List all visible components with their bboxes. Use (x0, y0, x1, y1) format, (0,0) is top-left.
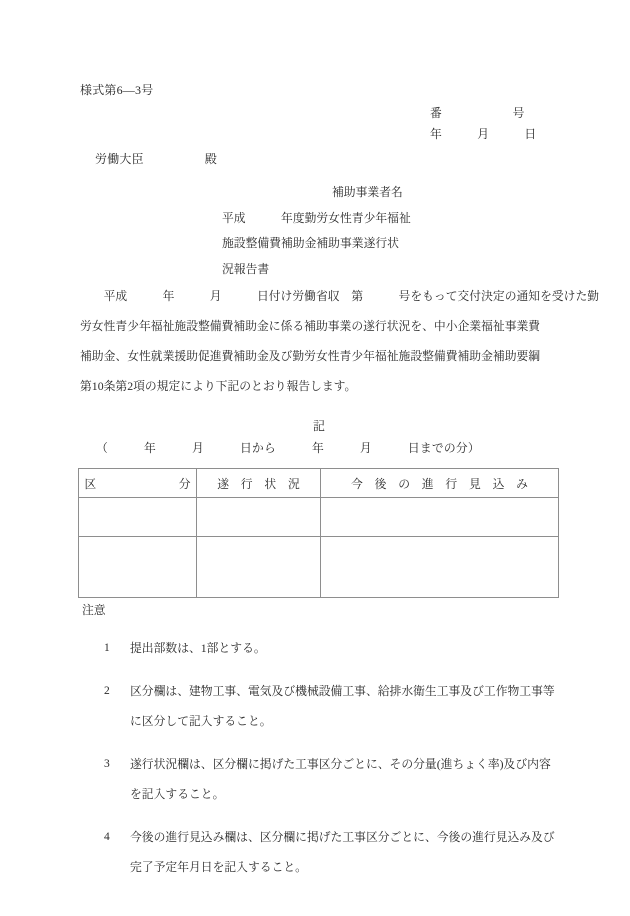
table-row (79, 498, 559, 537)
body-paragraph (80, 281, 600, 401)
note-line: 今後の進行見込み欄は、区分欄に掲げた工事区分ごとに、今後の進行見込み及び (130, 829, 555, 844)
reference-date-line: 年 月 日 (430, 127, 537, 141)
body-line-3: 補助金、女性就業援助促進費補助金及び勤労女性青少年福祉施設整備費補助金補助要綱 (80, 349, 541, 363)
note-body (130, 749, 562, 809)
note-number: 3 (104, 757, 110, 770)
table-row (79, 537, 559, 598)
note-item (82, 633, 562, 663)
note-line: を記入すること。 (130, 786, 225, 801)
table-cell-division[interactable] (79, 498, 197, 537)
reporting-period-line: （ 年 月 日から 年 月 日までの分） (96, 441, 480, 455)
note-item (82, 749, 562, 809)
addressee: 労働大臣 殿 (95, 152, 218, 166)
document-title-line-2: 施設整備費補助金補助事業遂行状 (222, 236, 399, 250)
note-number: 4 (104, 830, 110, 843)
note-body (130, 822, 562, 882)
reference-number-line: 番 号 (430, 106, 525, 120)
body-line-4: 第10条第2項の規定により下記のとおり報告します。 (80, 379, 357, 393)
note-item (82, 822, 562, 882)
note-line: 完了予定年月日を記入すること。 (130, 859, 307, 874)
table-cell-division[interactable] (79, 537, 197, 598)
note-line: に区分して記入すること。 (130, 713, 272, 728)
body-line-2: 労女性青少年福祉施設整備費補助金に係る補助事業の遂行状況を、中小企業福祉事業費 (80, 319, 541, 333)
table-cell-progress-status[interactable] (197, 498, 321, 537)
table-header-row (79, 469, 559, 498)
table-cell-future-outlook[interactable] (321, 498, 559, 537)
note-line: 区分欄は、建物工事、電気及び機械設備工事、給排水衛生工事及び工作物工事等 (130, 683, 555, 698)
ki-marker: 記 (312, 419, 325, 433)
note-body (130, 633, 562, 663)
note-line: 提出部数は、1部とする。 (130, 640, 266, 655)
body-line-1: 平成 年 月 日付け労働省収 第 号をもって交付決定の通知を受けた勤 (80, 289, 600, 303)
table-cell-future-outlook[interactable] (321, 537, 559, 598)
table-header-progress-status: 遂 行 状 況 (197, 469, 321, 498)
reference-block (430, 103, 536, 145)
document-title-line-1: 平成 年度勤労女性青少年福祉 (222, 210, 411, 225)
applicant-name-label: 補助事業者名 (332, 185, 403, 199)
note-body (130, 676, 562, 736)
table-header-division: 区 分 (79, 469, 197, 498)
note-number: 2 (104, 684, 110, 697)
title-block (222, 180, 411, 282)
progress-report-table (78, 468, 559, 598)
document-title-line-3: 況報告書 (222, 261, 270, 276)
notes-heading: 注意 (82, 603, 106, 617)
note-line: 遂行状況欄は、区分欄に掲げた工事区分ごとに、その分量(進ちょく率)及び内容 (130, 756, 551, 771)
note-number: 1 (104, 641, 110, 654)
note-item (82, 676, 562, 736)
table-header-future-outlook: 今 後 の 進 行 見 込 み (321, 469, 559, 498)
form-number: 様式第6—3号 (80, 83, 154, 97)
notes-section (82, 605, 562, 895)
table-cell-progress-status[interactable] (197, 537, 321, 598)
